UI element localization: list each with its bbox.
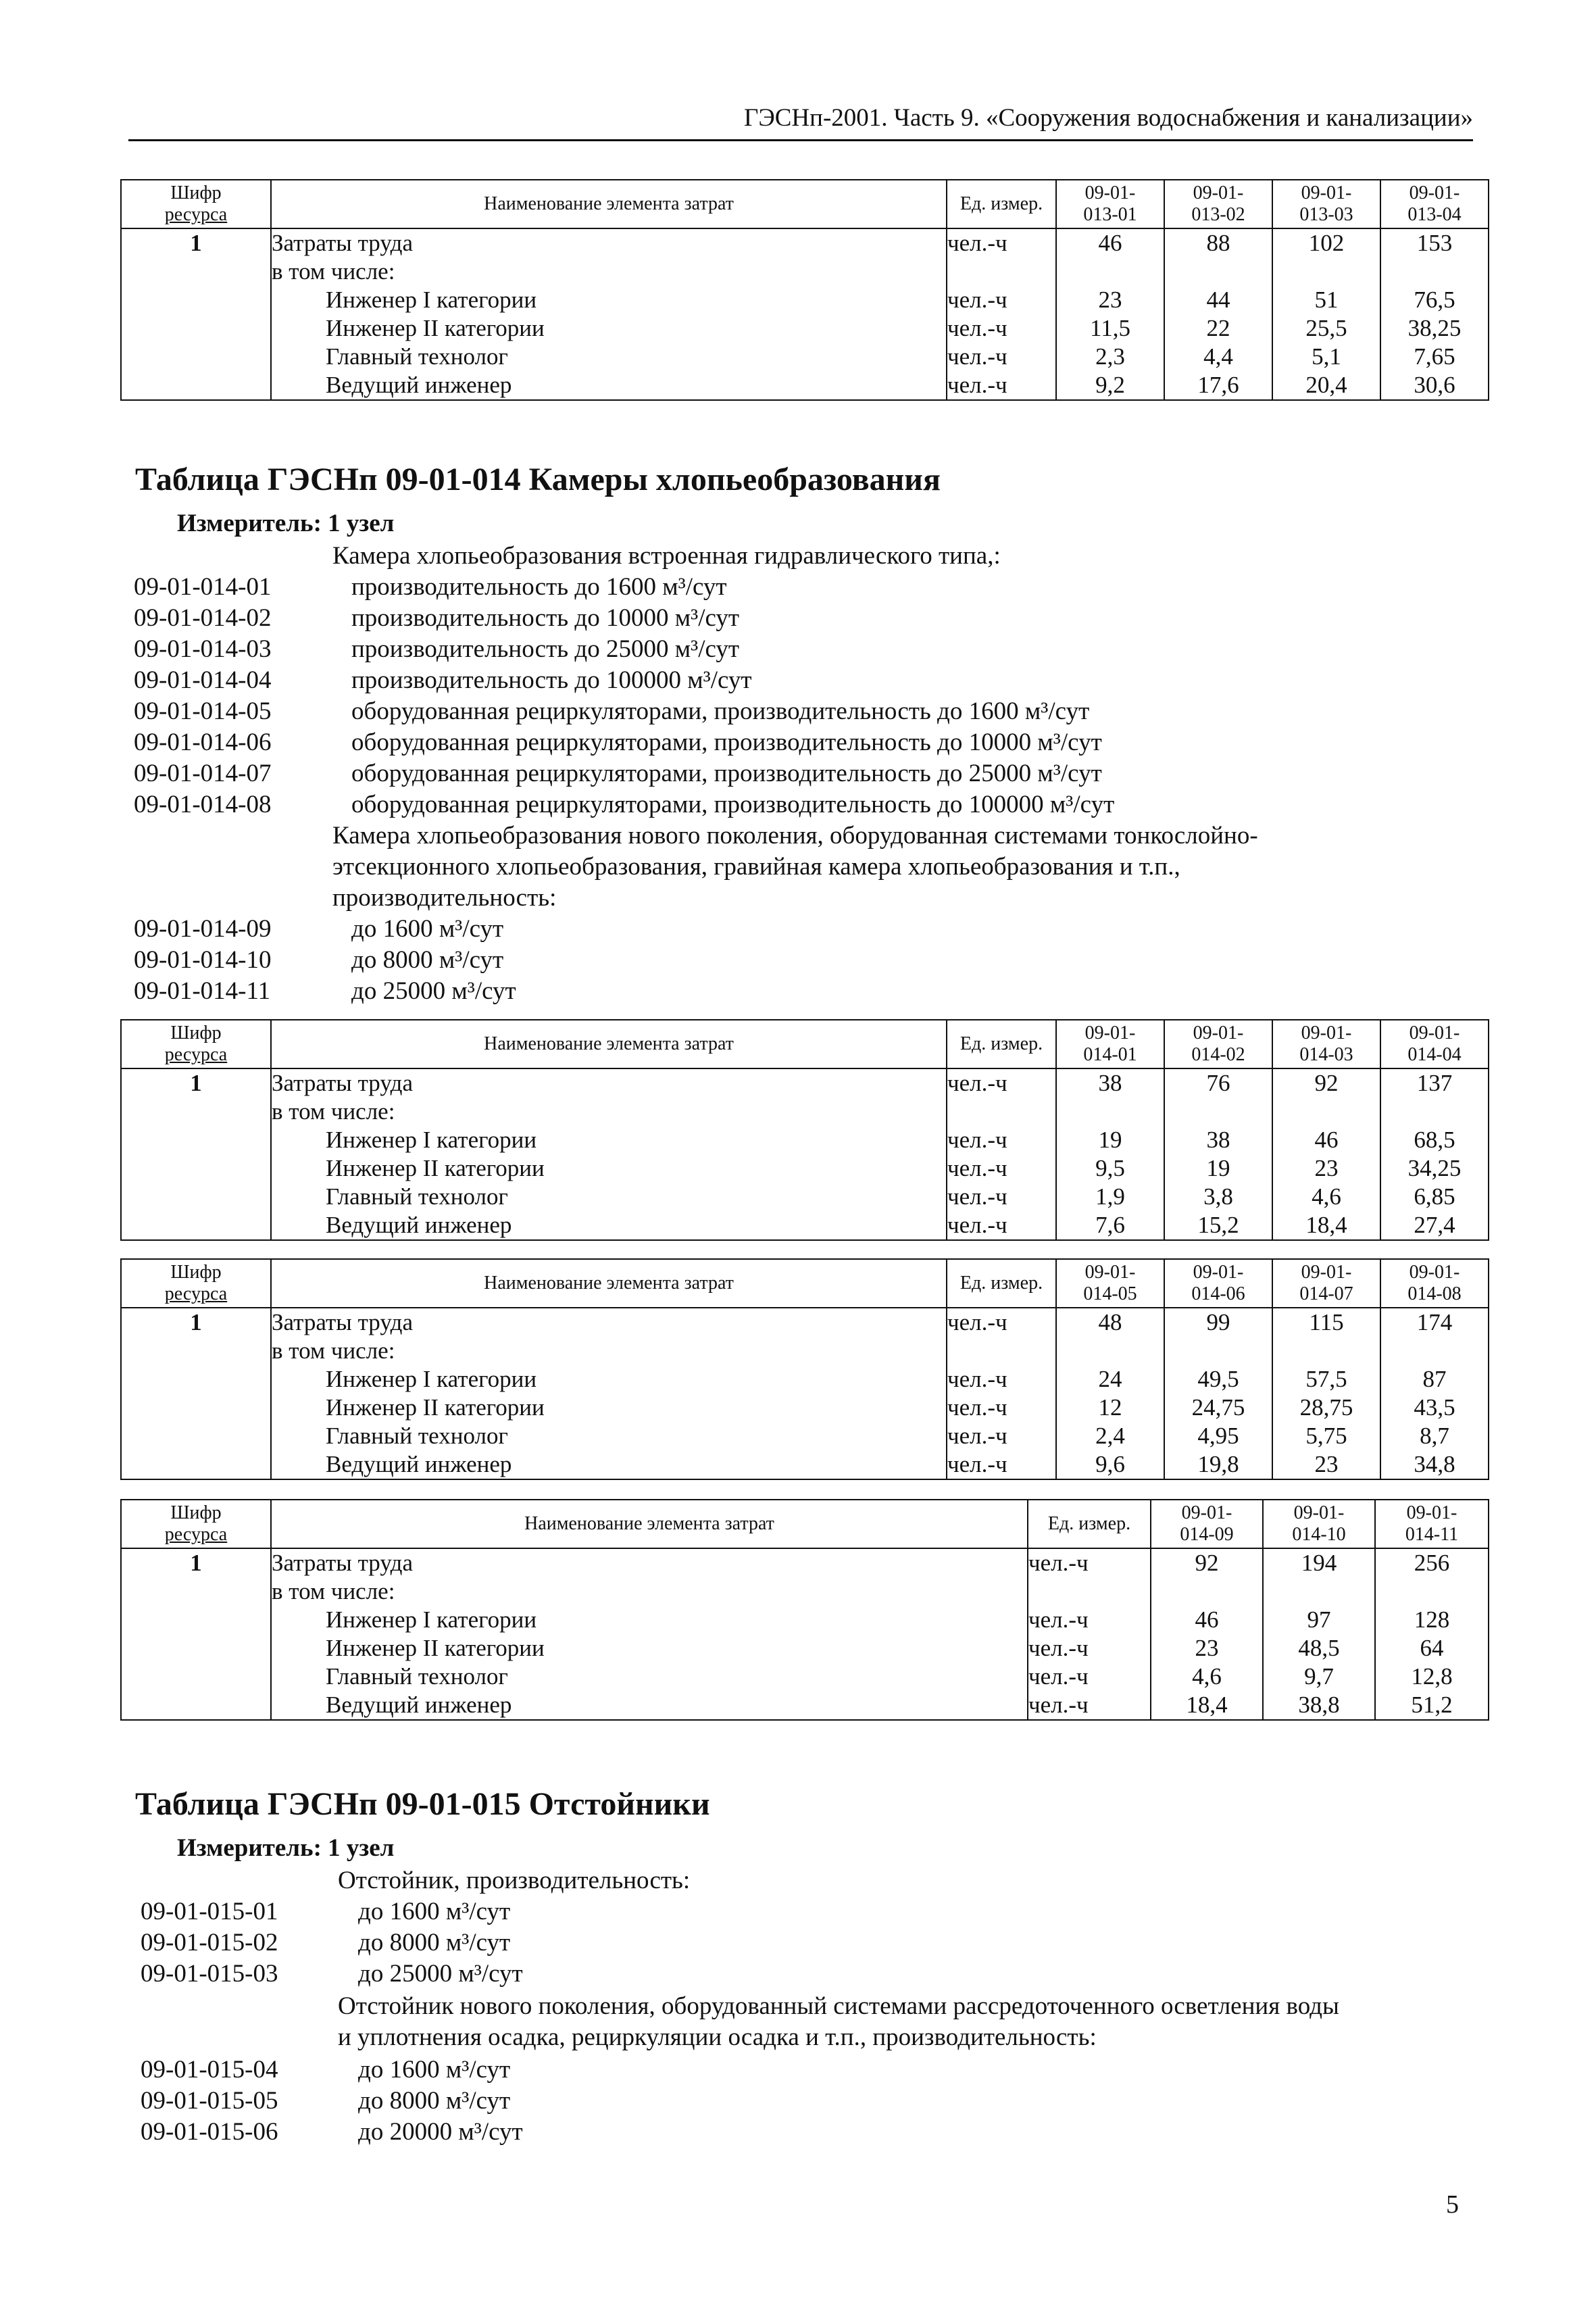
item-description: оборудованная рециркуляторами, производительность до 100000 м³/сут bbox=[351, 791, 1115, 818]
value-cell bbox=[1272, 1098, 1380, 1126]
cost-element-name: Ведущий инженер bbox=[271, 371, 947, 400]
resource-code-cell: 1 bbox=[121, 1548, 271, 1577]
unit-cell: чел.-ч bbox=[947, 343, 1056, 371]
unit-cell: чел.-ч bbox=[947, 228, 1056, 257]
value-cell: 2,3 bbox=[1056, 343, 1164, 371]
value-cell: 1,9 bbox=[1056, 1183, 1164, 1211]
intro-line: производительность: bbox=[332, 884, 557, 912]
value-cell: 38 bbox=[1056, 1068, 1164, 1098]
value-cell: 76 bbox=[1164, 1068, 1272, 1098]
value-cell bbox=[1151, 1577, 1263, 1606]
item-code: 09-01-015-05 bbox=[141, 2087, 278, 2115]
section-title-015: Таблица ГЭСНп 09-01-015 Отстойники bbox=[135, 1786, 710, 1822]
value-cell: 92 bbox=[1272, 1068, 1380, 1098]
meter-014: Измеритель: 1 узел bbox=[177, 510, 395, 537]
cost-element-name: в том числе: bbox=[271, 1577, 1028, 1606]
cost-element-name: Ведущий инженер bbox=[271, 1211, 947, 1240]
item-code: 09-01-014-10 bbox=[134, 946, 272, 974]
item-code: 09-01-014-11 bbox=[134, 977, 271, 1005]
value-cell: 7,6 bbox=[1056, 1211, 1164, 1240]
cost-element-name: Главный технолог bbox=[271, 1183, 947, 1211]
item-description: до 8000 м³/сут bbox=[358, 1929, 511, 1956]
value-cell: 23 bbox=[1151, 1634, 1263, 1663]
resource-code-cell bbox=[121, 1098, 271, 1126]
value-cell: 102 bbox=[1272, 228, 1380, 257]
unit-cell: чел.-ч bbox=[947, 1394, 1056, 1422]
value-cell: 20,4 bbox=[1272, 371, 1380, 400]
intro-015-new-gen bbox=[338, 1991, 1339, 2053]
unit-cell bbox=[947, 257, 1056, 286]
resource-code-cell bbox=[121, 1365, 271, 1394]
table-row bbox=[121, 228, 1489, 257]
table-row bbox=[121, 1394, 1489, 1422]
table-row bbox=[121, 371, 1489, 400]
resource-code-cell bbox=[121, 1337, 271, 1365]
item-description: до 1600 м³/сут bbox=[351, 915, 504, 943]
table-row bbox=[121, 314, 1489, 343]
value-cell bbox=[1164, 257, 1272, 286]
resource-code-cell bbox=[121, 1634, 271, 1663]
value-cell bbox=[1164, 1337, 1272, 1365]
value-cell: 92 bbox=[1151, 1548, 1263, 1577]
col-header-resource: Шифр ресурса bbox=[121, 1500, 271, 1548]
table-row bbox=[121, 1154, 1489, 1183]
unit-cell: чел.-ч bbox=[947, 1154, 1056, 1183]
value-cell: 38,25 bbox=[1380, 314, 1489, 343]
resource-code-cell bbox=[121, 343, 271, 371]
item-code: 09-01-015-03 bbox=[141, 1960, 278, 1988]
cost-element-name: в том числе: bbox=[271, 1337, 947, 1365]
value-cell: 24 bbox=[1056, 1365, 1164, 1394]
col-header-code: 09-01- 013-01 bbox=[1056, 180, 1164, 228]
item-code: 09-01-014-08 bbox=[134, 791, 272, 818]
item-code: 09-01-014-02 bbox=[134, 604, 272, 632]
resource-code-cell bbox=[121, 286, 271, 314]
value-cell: 256 bbox=[1375, 1548, 1489, 1577]
value-cell: 88 bbox=[1164, 228, 1272, 257]
item-code: 09-01-014-04 bbox=[134, 666, 272, 694]
table-row bbox=[121, 1663, 1489, 1691]
cost-table-013 bbox=[120, 179, 1489, 401]
resource-code-cell bbox=[121, 1606, 271, 1634]
resource-code-cell bbox=[121, 1422, 271, 1450]
col-header-resource: Шифр ресурса bbox=[121, 1020, 271, 1068]
value-cell: 115 bbox=[1272, 1308, 1380, 1337]
value-cell bbox=[1380, 1098, 1489, 1126]
cost-element-name: Затраты труда bbox=[271, 1548, 1028, 1577]
col-header-code: 09-01- 014-10 bbox=[1263, 1500, 1375, 1548]
value-cell: 51 bbox=[1272, 286, 1380, 314]
value-cell bbox=[1272, 257, 1380, 286]
value-cell bbox=[1056, 257, 1164, 286]
resource-code-cell bbox=[121, 1154, 271, 1183]
intro-line: и уплотнения осадка, рециркуляции осадка и т.п., производительность: bbox=[338, 2023, 1097, 2051]
value-cell: 46 bbox=[1272, 1126, 1380, 1154]
value-cell: 51,2 bbox=[1375, 1691, 1489, 1720]
unit-cell: чел.-ч bbox=[947, 1365, 1056, 1394]
item-description: до 8000 м³/сут bbox=[358, 2087, 511, 2115]
value-cell: 23 bbox=[1056, 286, 1164, 314]
intro-line: этсекционного хлопьеобразования, гравийная камера хлопьеобразования и т.п., bbox=[332, 853, 1180, 881]
value-cell: 38 bbox=[1164, 1126, 1272, 1154]
value-cell: 5,1 bbox=[1272, 343, 1380, 371]
item-code: 09-01-015-02 bbox=[141, 1929, 278, 1956]
item-description: до 20000 м³/сут bbox=[358, 2118, 523, 2146]
table-row bbox=[121, 1183, 1489, 1211]
table-row bbox=[121, 1337, 1489, 1365]
item-code: 09-01-014-06 bbox=[134, 729, 272, 756]
intro-014-new-gen bbox=[332, 820, 1258, 914]
table-row bbox=[121, 1691, 1489, 1720]
unit-cell: чел.-ч bbox=[947, 1126, 1056, 1154]
page-number: 5 bbox=[1446, 2190, 1459, 2219]
value-cell: 4,4 bbox=[1164, 343, 1272, 371]
col-header-code: 09-01- 014-08 bbox=[1380, 1259, 1489, 1308]
resource-code-cell bbox=[121, 314, 271, 343]
value-cell bbox=[1164, 1098, 1272, 1126]
value-cell: 2,4 bbox=[1056, 1422, 1164, 1450]
item-code: 09-01-014-05 bbox=[134, 697, 272, 725]
value-cell: 7,65 bbox=[1380, 343, 1489, 371]
unit-cell: чел.-ч bbox=[1028, 1691, 1151, 1720]
value-cell: 44 bbox=[1164, 286, 1272, 314]
cost-element-name: Главный технолог bbox=[271, 1663, 1028, 1691]
cost-table-014-05-08 bbox=[120, 1258, 1489, 1480]
cost-element-name: Инженер II категории bbox=[271, 314, 947, 343]
cost-element-name: Ведущий инженер bbox=[271, 1450, 947, 1479]
value-cell: 6,85 bbox=[1380, 1183, 1489, 1211]
value-cell: 30,6 bbox=[1380, 371, 1489, 400]
resource-code-cell bbox=[121, 1691, 271, 1720]
value-cell bbox=[1056, 1098, 1164, 1126]
resource-code-cell: 1 bbox=[121, 228, 271, 257]
unit-cell bbox=[947, 1337, 1056, 1365]
value-cell: 46 bbox=[1056, 228, 1164, 257]
col-header-unit: Ед. измер. bbox=[1028, 1500, 1151, 1548]
value-cell: 12 bbox=[1056, 1394, 1164, 1422]
col-header-code: 09-01- 014-05 bbox=[1056, 1259, 1164, 1308]
col-header-code: 09-01- 014-06 bbox=[1164, 1259, 1272, 1308]
item-description: до 1600 м³/сут bbox=[358, 2056, 511, 2084]
resource-code-cell bbox=[121, 371, 271, 400]
value-cell: 19,8 bbox=[1164, 1450, 1272, 1479]
value-cell: 9,2 bbox=[1056, 371, 1164, 400]
value-cell bbox=[1380, 1337, 1489, 1365]
value-cell: 24,75 bbox=[1164, 1394, 1272, 1422]
value-cell: 48,5 bbox=[1263, 1634, 1375, 1663]
unit-cell bbox=[947, 1098, 1056, 1126]
item-description: производительность до 1600 м³/сут bbox=[351, 573, 727, 601]
value-cell: 19 bbox=[1056, 1126, 1164, 1154]
value-cell bbox=[1380, 257, 1489, 286]
value-cell bbox=[1272, 1337, 1380, 1365]
table-row bbox=[121, 1126, 1489, 1154]
value-cell: 49,5 bbox=[1164, 1365, 1272, 1394]
resource-code-cell: 1 bbox=[121, 1068, 271, 1098]
cost-element-name: Затраты труда bbox=[271, 1308, 947, 1337]
value-cell: 22 bbox=[1164, 314, 1272, 343]
value-cell: 48 bbox=[1056, 1308, 1164, 1337]
col-header-code: 09-01- 013-02 bbox=[1164, 180, 1272, 228]
section-title-014: Таблица ГЭСНп 09-01-014 Камеры хлопьеобразования bbox=[135, 462, 941, 497]
value-cell: 15,2 bbox=[1164, 1211, 1272, 1240]
value-cell: 57,5 bbox=[1272, 1365, 1380, 1394]
unit-cell: чел.-ч bbox=[1028, 1663, 1151, 1691]
cost-element-name: Инженер I категории bbox=[271, 286, 947, 314]
value-cell: 194 bbox=[1263, 1548, 1375, 1577]
cost-table-014-09-11 bbox=[120, 1499, 1489, 1721]
value-cell: 76,5 bbox=[1380, 286, 1489, 314]
cost-element-name: Инженер II категории bbox=[271, 1634, 1028, 1663]
meter-015: Измеритель: 1 узел bbox=[177, 1834, 395, 1862]
col-header-code: 09-01- 014-01 bbox=[1056, 1020, 1164, 1068]
cost-element-name: Главный технолог bbox=[271, 343, 947, 371]
resource-code-cell bbox=[121, 1663, 271, 1691]
value-cell: 9,7 bbox=[1263, 1663, 1375, 1691]
unit-cell: чел.-ч bbox=[947, 314, 1056, 343]
intro-line: Камера хлопьеобразования нового поколения, оборудованная системами тонкослойно- bbox=[332, 822, 1258, 850]
col-header-unit: Ед. измер. bbox=[947, 1020, 1056, 1068]
table-row bbox=[121, 257, 1489, 286]
value-cell: 97 bbox=[1263, 1606, 1375, 1634]
value-cell: 17,6 bbox=[1164, 371, 1272, 400]
value-cell: 28,75 bbox=[1272, 1394, 1380, 1422]
cost-element-name: Инженер I категории bbox=[271, 1365, 947, 1394]
value-cell: 34,25 bbox=[1380, 1154, 1489, 1183]
unit-cell: чел.-ч bbox=[947, 1183, 1056, 1211]
value-cell: 27,4 bbox=[1380, 1211, 1489, 1240]
value-cell: 12,8 bbox=[1375, 1663, 1489, 1691]
cost-element-name: Инженер I категории bbox=[271, 1606, 1028, 1634]
resource-code-cell bbox=[121, 1126, 271, 1154]
value-cell: 3,8 bbox=[1164, 1183, 1272, 1211]
resource-code-cell bbox=[121, 1577, 271, 1606]
value-cell: 46 bbox=[1151, 1606, 1263, 1634]
unit-cell: чел.-ч bbox=[1028, 1606, 1151, 1634]
value-cell: 68,5 bbox=[1380, 1126, 1489, 1154]
table-row bbox=[121, 1365, 1489, 1394]
cost-element-name: Ведущий инженер bbox=[271, 1691, 1028, 1720]
col-header-name: Наименование элемента затрат bbox=[271, 1020, 947, 1068]
value-cell: 9,5 bbox=[1056, 1154, 1164, 1183]
resource-code-cell bbox=[121, 1394, 271, 1422]
value-cell: 23 bbox=[1272, 1154, 1380, 1183]
value-cell: 8,7 bbox=[1380, 1422, 1489, 1450]
item-code: 09-01-015-01 bbox=[141, 1898, 278, 1925]
value-cell: 25,5 bbox=[1272, 314, 1380, 343]
table-row bbox=[121, 1068, 1489, 1098]
col-header-code: 09-01- 014-03 bbox=[1272, 1020, 1380, 1068]
value-cell: 137 bbox=[1380, 1068, 1489, 1098]
item-code: 09-01-015-06 bbox=[141, 2118, 278, 2146]
resource-code-cell: 1 bbox=[121, 1308, 271, 1337]
unit-cell: чел.-ч bbox=[947, 371, 1056, 400]
item-description: до 25000 м³/сут bbox=[351, 977, 516, 1005]
item-description: оборудованная рециркуляторами, производительность до 10000 м³/сут bbox=[351, 729, 1102, 756]
value-cell: 4,95 bbox=[1164, 1422, 1272, 1450]
value-cell: 87 bbox=[1380, 1365, 1489, 1394]
col-header-code: 09-01- 014-07 bbox=[1272, 1259, 1380, 1308]
value-cell: 38,8 bbox=[1263, 1691, 1375, 1720]
value-cell bbox=[1263, 1577, 1375, 1606]
value-cell: 34,8 bbox=[1380, 1450, 1489, 1479]
cost-element-name: Инженер II категории bbox=[271, 1154, 947, 1183]
unit-cell: чел.-ч bbox=[947, 1068, 1056, 1098]
col-header-code: 09-01- 014-11 bbox=[1375, 1500, 1489, 1548]
unit-cell: чел.-ч bbox=[1028, 1634, 1151, 1663]
col-header-name: Наименование элемента затрат bbox=[271, 1500, 1028, 1548]
unit-cell: чел.-ч bbox=[947, 1308, 1056, 1337]
table-row bbox=[121, 1577, 1489, 1606]
value-cell: 4,6 bbox=[1151, 1663, 1263, 1691]
col-header-unit: Ед. измер. bbox=[947, 1259, 1056, 1308]
col-header-resource: Шифр ресурса bbox=[121, 180, 271, 228]
unit-cell: чел.-ч bbox=[1028, 1548, 1151, 1577]
col-header-code: 09-01- 014-04 bbox=[1380, 1020, 1489, 1068]
item-description: производительность до 100000 м³/сут bbox=[351, 666, 752, 694]
running-header: ГЭСНп-2001. Часть 9. «Сооружения водоснабжения и канализации» bbox=[128, 101, 1473, 141]
cost-element-name: Затраты труда bbox=[271, 228, 947, 257]
col-header-code: 09-01- 014-02 bbox=[1164, 1020, 1272, 1068]
col-header-name: Наименование элемента затрат bbox=[271, 180, 947, 228]
intro-015: Отстойник, производительность: bbox=[338, 1867, 691, 1894]
intro-line: Отстойник нового поколения, оборудованный системами рассредоточенного осветления воды bbox=[338, 1992, 1339, 2020]
value-cell: 18,4 bbox=[1272, 1211, 1380, 1240]
table-row bbox=[121, 1308, 1489, 1337]
resource-code-cell bbox=[121, 257, 271, 286]
resource-code-cell bbox=[121, 1183, 271, 1211]
table-row bbox=[121, 286, 1489, 314]
item-code: 09-01-014-09 bbox=[134, 915, 272, 943]
item-code: 09-01-014-07 bbox=[134, 760, 272, 787]
unit-cell: чел.-ч bbox=[947, 1422, 1056, 1450]
item-description: до 25000 м³/сут bbox=[358, 1960, 523, 1988]
item-code: 09-01-015-04 bbox=[141, 2056, 278, 2084]
value-cell: 23 bbox=[1272, 1450, 1380, 1479]
table-row bbox=[121, 1548, 1489, 1577]
value-cell: 9,6 bbox=[1056, 1450, 1164, 1479]
table-row bbox=[121, 1634, 1489, 1663]
value-cell: 5,75 bbox=[1272, 1422, 1380, 1450]
value-cell: 43,5 bbox=[1380, 1394, 1489, 1422]
unit-cell: чел.-ч bbox=[947, 1450, 1056, 1479]
cost-table-014-01-04 bbox=[120, 1019, 1489, 1241]
unit-cell bbox=[1028, 1577, 1151, 1606]
col-header-code: 09-01- 013-04 bbox=[1380, 180, 1489, 228]
value-cell bbox=[1056, 1337, 1164, 1365]
table-row bbox=[121, 1450, 1489, 1479]
item-description: оборудованная рециркуляторами, производительность до 25000 м³/сут bbox=[351, 760, 1102, 787]
col-header-unit: Ед. измер. bbox=[947, 180, 1056, 228]
table-row bbox=[121, 1422, 1489, 1450]
cost-element-name: Затраты труда bbox=[271, 1068, 947, 1098]
table-row bbox=[121, 1606, 1489, 1634]
item-code: 09-01-014-03 bbox=[134, 635, 272, 663]
value-cell: 128 bbox=[1375, 1606, 1489, 1634]
resource-code-cell bbox=[121, 1450, 271, 1479]
item-code: 09-01-014-01 bbox=[134, 573, 272, 601]
cost-element-name: в том числе: bbox=[271, 257, 947, 286]
cost-element-name: Инженер II категории bbox=[271, 1394, 947, 1422]
value-cell: 64 bbox=[1375, 1634, 1489, 1663]
unit-cell: чел.-ч bbox=[947, 1211, 1056, 1240]
item-description: производительность до 10000 м³/сут bbox=[351, 604, 740, 632]
table-row bbox=[121, 1098, 1489, 1126]
col-header-resource: Шифр ресурса bbox=[121, 1259, 271, 1308]
item-description: оборудованная рециркуляторами, производительность до 1600 м³/сут bbox=[351, 697, 1090, 725]
value-cell: 174 bbox=[1380, 1308, 1489, 1337]
table-row bbox=[121, 1211, 1489, 1240]
cost-element-name: Инженер I категории bbox=[271, 1126, 947, 1154]
table-row bbox=[121, 343, 1489, 371]
value-cell: 19 bbox=[1164, 1154, 1272, 1183]
cost-element-name: Главный технолог bbox=[271, 1422, 947, 1450]
unit-cell: чел.-ч bbox=[947, 286, 1056, 314]
value-cell: 18,4 bbox=[1151, 1691, 1263, 1720]
item-description: производительность до 25000 м³/сут bbox=[351, 635, 740, 663]
col-header-code: 09-01- 014-09 bbox=[1151, 1500, 1263, 1548]
cost-element-name: в том числе: bbox=[271, 1098, 947, 1126]
item-description: до 1600 м³/сут bbox=[358, 1898, 511, 1925]
item-description: до 8000 м³/сут bbox=[351, 946, 504, 974]
value-cell: 4,6 bbox=[1272, 1183, 1380, 1211]
col-header-name: Наименование элемента затрат bbox=[271, 1259, 947, 1308]
col-header-code: 09-01- 013-03 bbox=[1272, 180, 1380, 228]
value-cell bbox=[1375, 1577, 1489, 1606]
value-cell: 153 bbox=[1380, 228, 1489, 257]
value-cell: 11,5 bbox=[1056, 314, 1164, 343]
resource-code-cell bbox=[121, 1211, 271, 1240]
intro-014: Камера хлопьеобразования встроенная гидравлического типа,: bbox=[332, 542, 1001, 570]
value-cell: 99 bbox=[1164, 1308, 1272, 1337]
